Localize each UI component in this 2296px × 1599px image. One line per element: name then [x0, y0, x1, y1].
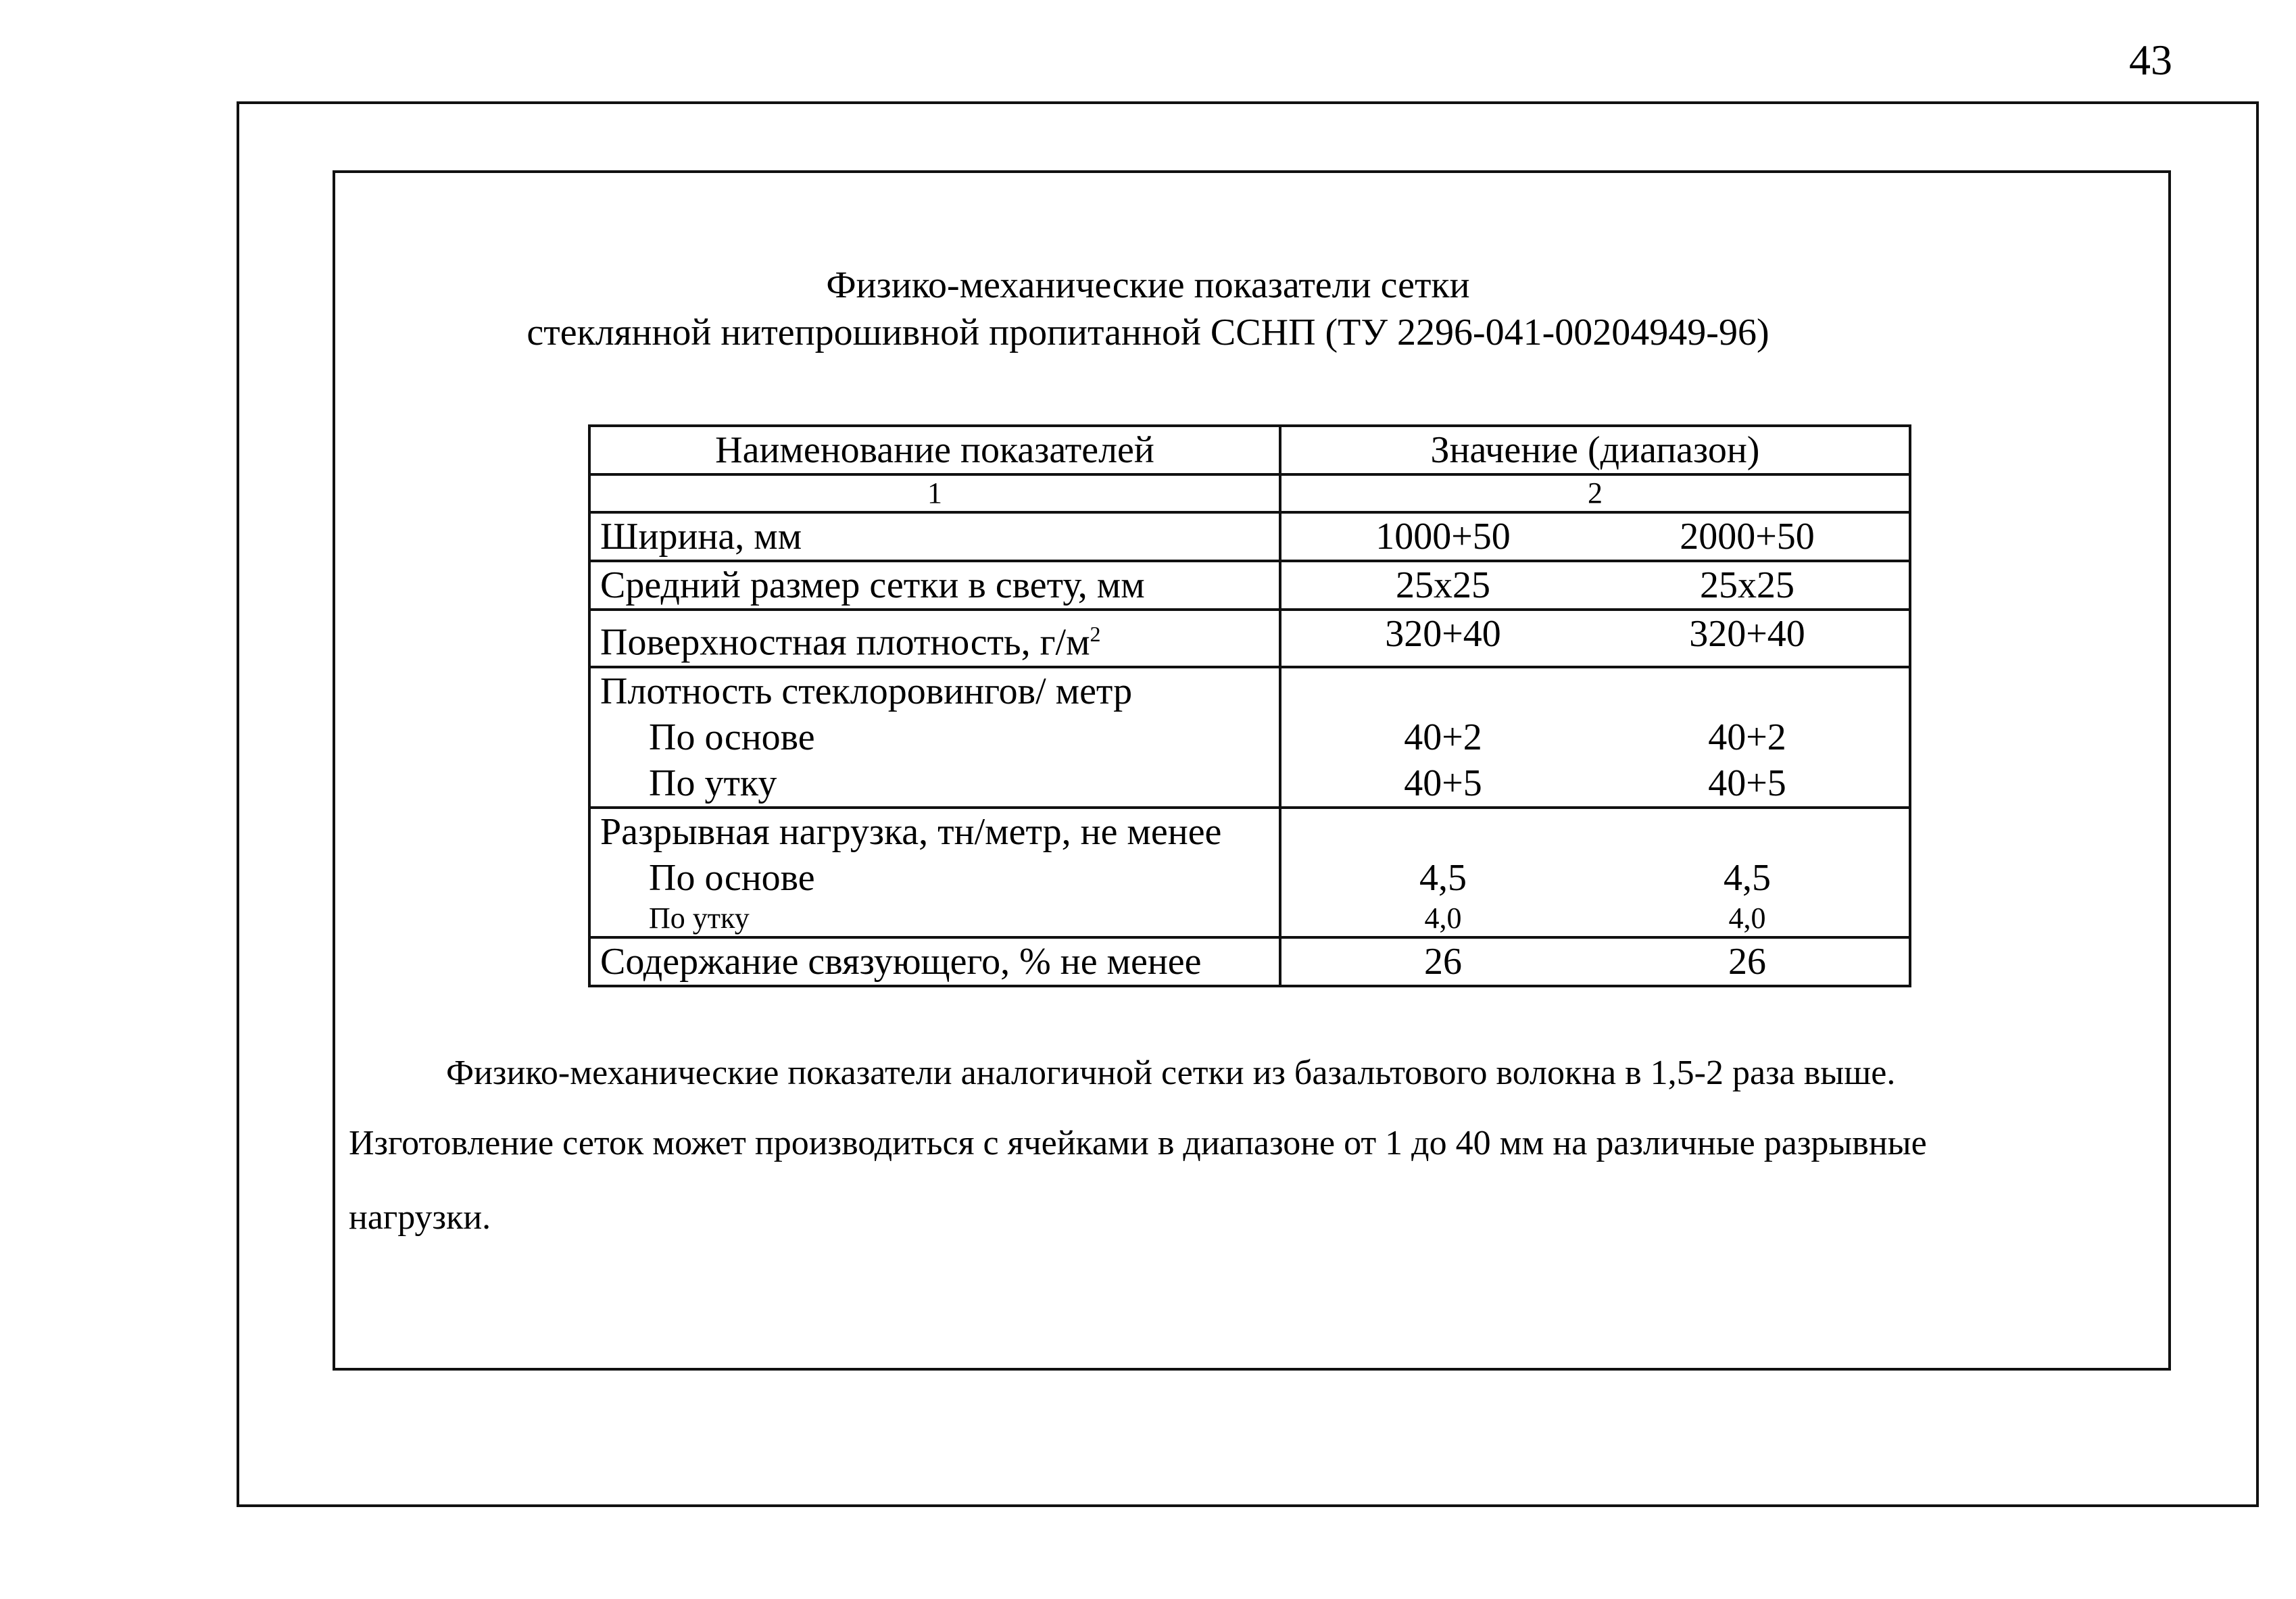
- row-name: Средний размер сетки в свету, мм: [589, 561, 1280, 610]
- value-2: 4,5: [1724, 856, 1771, 899]
- column-number-1: 1: [589, 474, 1280, 512]
- value-1: 4,5: [1419, 856, 1467, 899]
- title-line-2: стеклянной нитепрошивной пропитанной ССНП (ТУ 2296-041-00204949-96): [527, 312, 1769, 353]
- table-column-number-row: [589, 474, 1910, 512]
- spec-table: [588, 424, 1911, 987]
- value-2: 320+40: [1689, 613, 1805, 655]
- value-1: 40+2: [1404, 716, 1482, 758]
- column-number-2: 2: [1280, 474, 1910, 512]
- value-1: 25х25: [1396, 564, 1490, 606]
- value-1: 1000+50: [1375, 516, 1511, 558]
- subrow-name: По основе: [649, 716, 815, 758]
- row-values: [1280, 561, 1910, 610]
- title-line-1: Физико-механические показатели сетки: [826, 264, 1470, 306]
- table-row: [589, 561, 1910, 610]
- table-row: [589, 512, 1910, 561]
- header-value: Значение (диапазон): [1280, 426, 1910, 474]
- row-values: [1280, 808, 1910, 937]
- value-1: 320+40: [1385, 613, 1501, 655]
- row-name: Содержание связующего, % не менее: [589, 937, 1280, 986]
- paragraph-line-3: нагрузки.: [349, 1198, 491, 1237]
- row-values: [1280, 610, 1910, 667]
- row-name-group: [589, 808, 1280, 937]
- value-2: 26: [1728, 940, 1766, 983]
- row-values: [1280, 667, 1910, 808]
- subrow-name: По основе: [649, 856, 815, 899]
- value-2: 40+5: [1708, 762, 1786, 804]
- row-values: [1280, 512, 1910, 561]
- row-name-superscript: 2: [1090, 622, 1101, 646]
- table-row: [589, 667, 1910, 808]
- subrow-name: По утку: [649, 901, 750, 935]
- value-1: 4,0: [1424, 901, 1462, 935]
- value-2: 25х25: [1700, 564, 1794, 606]
- paragraph-line-1: Физико-механические показатели аналогичной сетки из базальтового волокна в 1,5-2 раза выше.: [446, 1054, 1896, 1092]
- paragraph-line-2: Изготовление сеток может производиться с ячейками в диапазоне от 1 до 40 мм на различные разрывные: [349, 1124, 1927, 1162]
- row-name-text: Поверхностная плотность, г/м: [600, 621, 1090, 664]
- header-name: Наименование показателей: [589, 426, 1280, 474]
- value-1: 40+5: [1404, 762, 1482, 804]
- value-2: 40+2: [1708, 716, 1786, 758]
- value-1: 26: [1424, 940, 1462, 983]
- page-number: 43: [2129, 36, 2172, 84]
- value-2: 4,0: [1728, 901, 1766, 935]
- subrow-name: По утку: [649, 762, 777, 804]
- row-values: [1280, 937, 1910, 986]
- table-header-row: [589, 426, 1910, 474]
- row-name: Ширина, мм: [589, 512, 1280, 561]
- table-row: [589, 808, 1910, 937]
- value-2: 2000+50: [1680, 516, 1815, 558]
- table-row: [589, 937, 1910, 986]
- row-name: [589, 610, 1280, 667]
- row-name: Разрывная нагрузка, тн/метр, не менее: [600, 810, 1222, 853]
- row-name-group: [589, 667, 1280, 808]
- row-name: Плотность стеклоровингов/ метр: [600, 670, 1133, 712]
- table-row: [589, 610, 1910, 667]
